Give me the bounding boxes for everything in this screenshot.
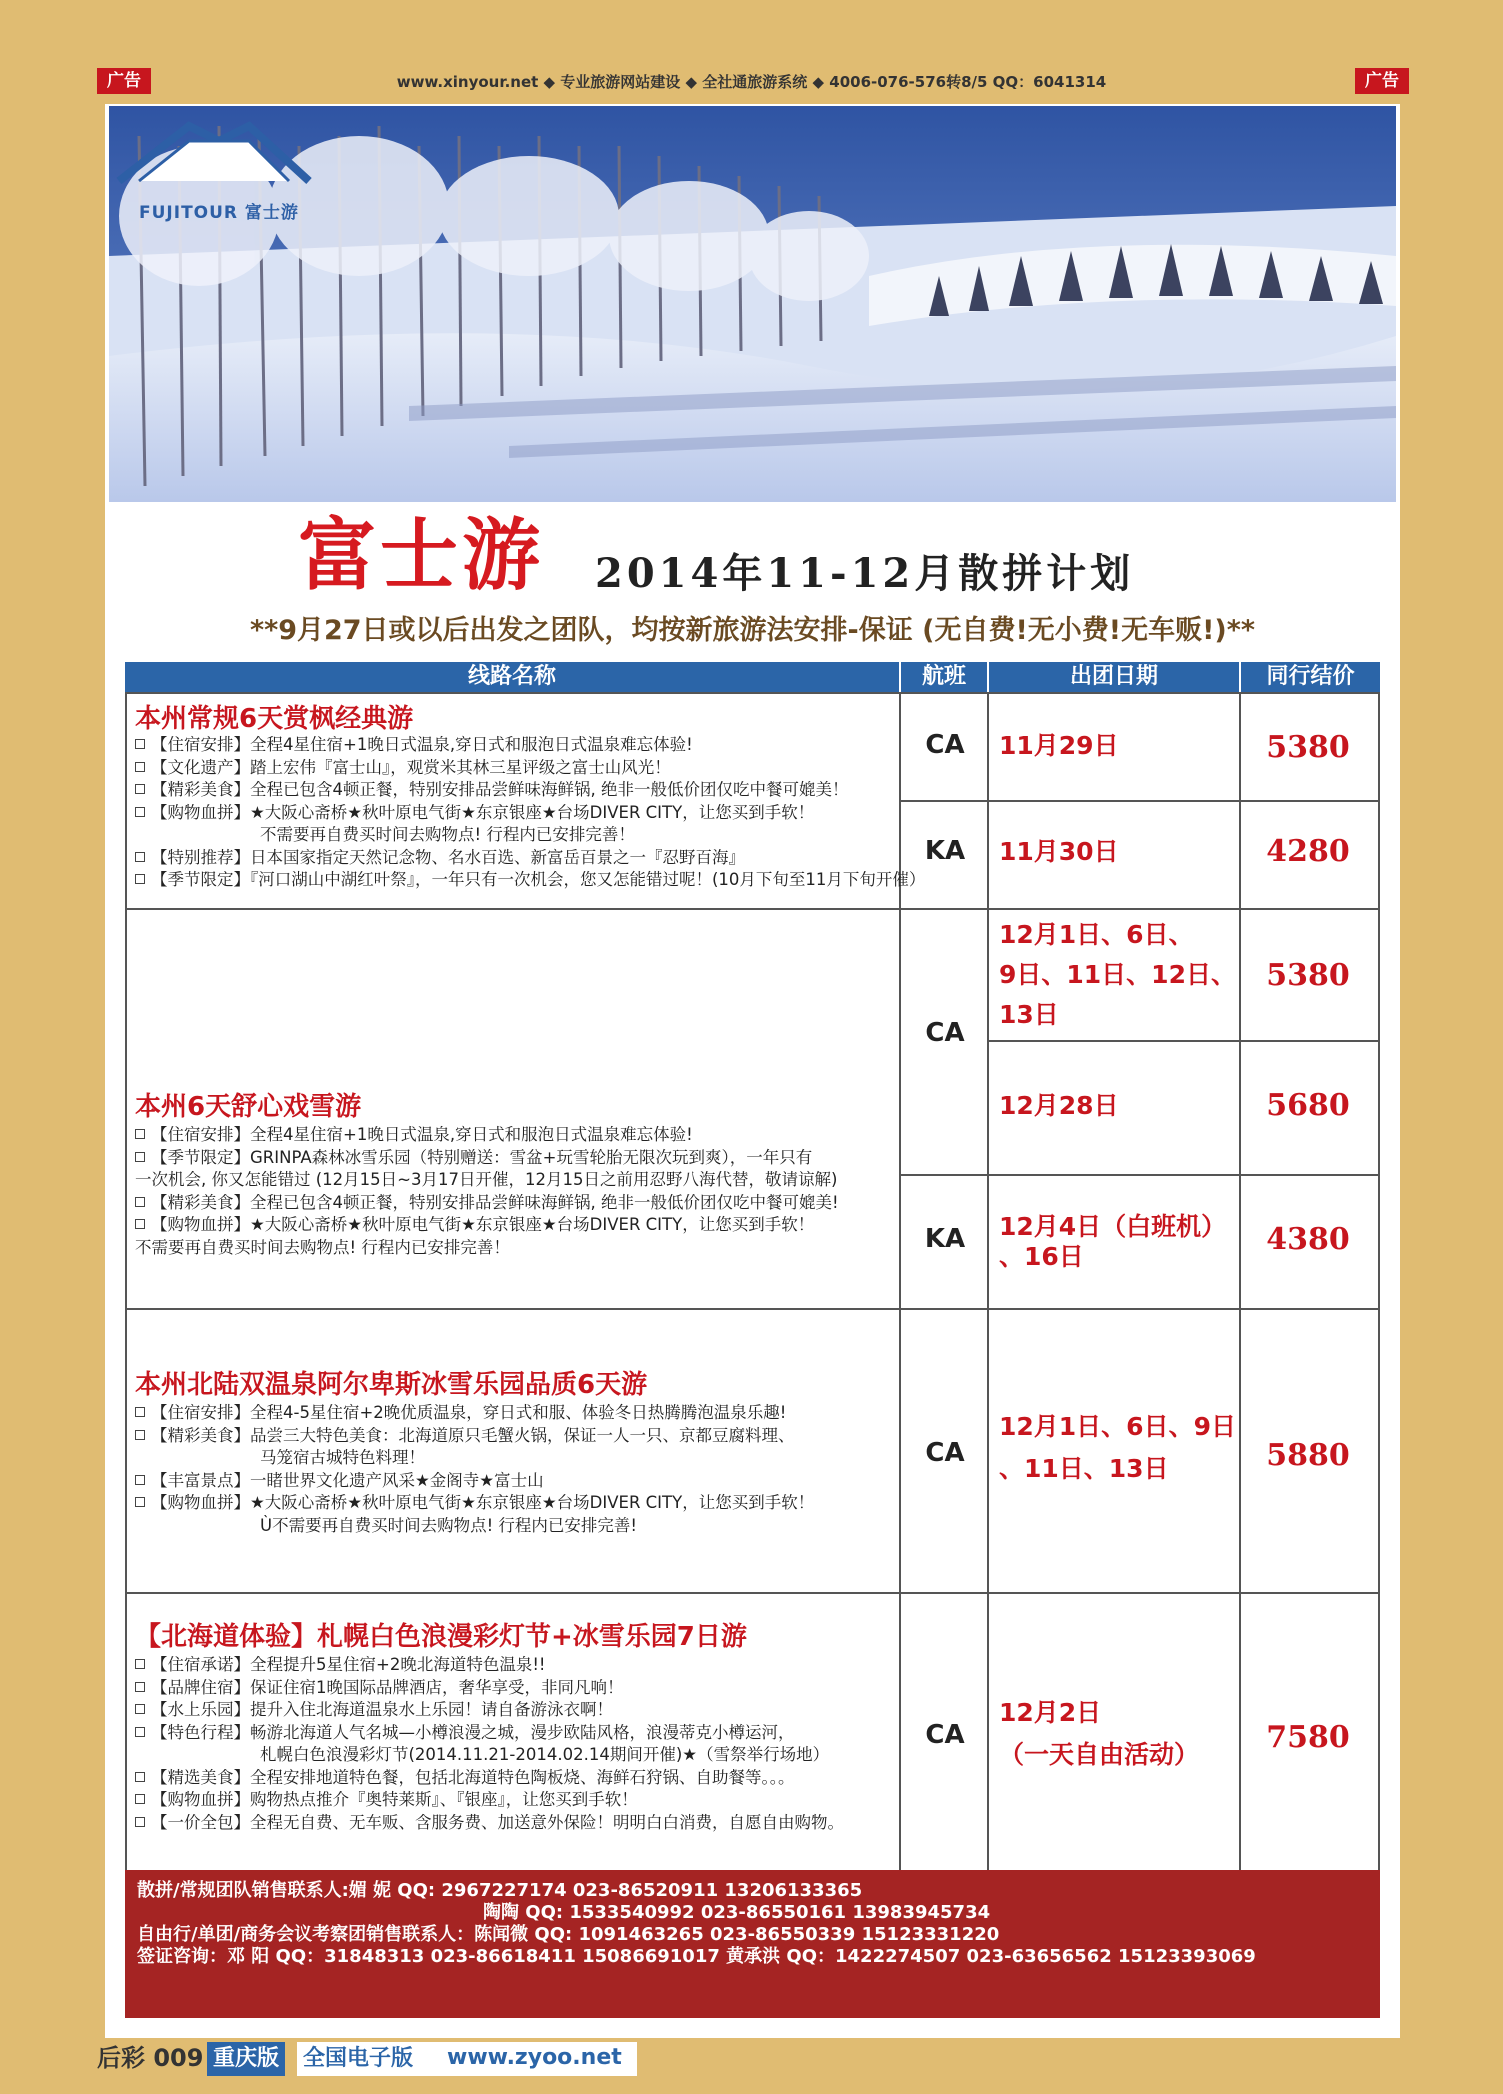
checkbox-icon [135, 1152, 145, 1162]
header-flight: 航班 [921, 664, 966, 689]
route-4-description [135, 1654, 844, 1834]
checkbox-icon [135, 1497, 145, 1507]
checkbox-icon [135, 784, 145, 794]
route-1-line: 【精彩美食】全程已包含4顿正餐，特别安排品尝鲜味海鲜锅, 绝非一般低价团仅吃中餐可媲美！ [135, 779, 925, 802]
route-1-date-1: 11月29日 [999, 731, 1119, 760]
brand-title: 富士游 [298, 510, 545, 601]
page-number: 后彩 009 [97, 2044, 204, 2072]
route-1-price-1: 5380 [1266, 730, 1350, 765]
route-4-line: 札幌白色浪漫彩灯节(2014.11.21-2014.02.14期间开催)★（雪祭举行场地） [260, 1745, 830, 1764]
route-2-date-3: 12月4日（白班机） 、16日 [999, 1212, 1227, 1271]
site-link[interactable]: www.zyoo.net [447, 2045, 622, 2070]
route-1-flight-1: CA [925, 730, 965, 760]
checkbox-icon [135, 1475, 145, 1485]
checkbox-icon [135, 762, 145, 772]
route-1-title: 本州常规6天赏枫经典游 [135, 704, 414, 734]
contact-line-4: 签证咨询：邓 阳 QQ：31848313 023-86618411 15086691017 黄承洪 QQ：1422274507 023-63656562 15123393069 [137, 1946, 1256, 1967]
edition-label: 重庆版 [207, 2042, 285, 2076]
route-4-flight-1: CA [925, 1720, 965, 1750]
checkbox-icon [135, 807, 145, 817]
table-body [125, 692, 1380, 1899]
route-1-line: 【季节限定】『河口湖山中湖红叶祭』，一年只有一次机会，您又怎能错过呢！(10月下旬至11月下旬开催） [135, 869, 925, 892]
route-2-date-1: 12月1日、6日、 9日、11日、12日、 13日 [999, 920, 1236, 1029]
checkbox-icon [135, 1430, 145, 1440]
national-edition-label: 全国电子版 [297, 2042, 637, 2076]
route-3-flight-1: CA [925, 1438, 965, 1468]
route-2-price-1: 5380 [1266, 958, 1350, 993]
route-4-line: 【住宿承诺】全程提升5星住宿+2晚北海道特色温泉!! [135, 1654, 844, 1677]
route-2-line: 【季节限定】GRINPA森林冰雪乐园（特别赠送：雪盆+玩雪轮胎无限次玩到爽），一年只有 [135, 1147, 839, 1170]
route-4-price-1: 7580 [1266, 1720, 1350, 1755]
header-price: 同行结价 [1266, 664, 1355, 689]
route-2-line: 【购物血拼】★大阪心斋桥★秋叶原电气街★东京银座★台场DIVER CITY，让您买到手软！ [135, 1214, 839, 1237]
checkbox-icon [135, 1794, 145, 1804]
route-2-line: 【精彩美食】全程已包含4顿正餐，特别安排品尝鲜味海鲜锅, 绝非一般低价团仅吃中餐可媲美! [135, 1192, 839, 1215]
checkbox-icon [135, 1704, 145, 1714]
route-2-line: 【住宿安排】全程4星住宿+1晚日式温泉,穿日式和服泡日式温泉难忘体验! [135, 1124, 839, 1147]
checkbox-icon [135, 1407, 145, 1417]
route-1-price-2: 4280 [1266, 834, 1350, 869]
route-1-line: 不需要再自费买时间去购物点! 行程内已安排完善！ [260, 825, 635, 844]
contact-panel [125, 1870, 1380, 2018]
route-2-date-2: 12月28日 [999, 1091, 1119, 1120]
policy-notice: **9月27日或以后出发之团队，均按新旅游法安排-保证 (无自费!无小费!无车贩!)** [249, 615, 1256, 646]
route-1-date-2: 11月30日 [999, 837, 1119, 866]
top-bar [0, 68, 1503, 98]
checkbox-icon [135, 1682, 145, 1692]
header-date: 出团日期 [1069, 664, 1158, 689]
logo-text: FUJITOUR 富士游 [139, 203, 299, 223]
checkbox-icon [135, 1219, 145, 1229]
route-3-line: 【精彩美食】品尝三大特色美食：北海道原只毛蟹火锅，保证一人一只、京都豆腐料理、 [135, 1425, 814, 1448]
checkbox-icon [135, 1659, 145, 1669]
route-1-line: 【特别推荐】日本国家指定天然记念物、名水百选、新富岳百景之一『忍野百海』 [135, 847, 925, 870]
route-4-line: 【品牌住宿】保证住宿1晚国际品牌酒店，奢华享受，非同凡响！ [135, 1677, 844, 1700]
route-4-line: 【一价全包】全程无自费、无车贩、含服务费、加送意外保险！明明白白消费，自愿自由购物。 [135, 1812, 844, 1835]
route-4-line: 【购物血拼】购物热点推介『奥特莱斯』、『银座』，让您买到手软！ [135, 1789, 844, 1812]
route-3-line: 【购物血拼】★大阪心斋桥★秋叶原电气街★东京银座★台场DIVER CITY，让您买到手软！ [135, 1492, 814, 1515]
route-4-line: 【精选美食】全程安排地道特色餐，包括北海道特色陶板烧、海鲜石狩锅、自助餐等。。。 [135, 1767, 844, 1790]
checkbox-icon [135, 1727, 145, 1737]
header-route: 线路名称 [467, 664, 556, 689]
route-2-line: 不需要再自费买时间去购物点! 行程内已安排完善！ [135, 1237, 510, 1257]
plan-subtitle: 2014年11-12月散拼计划 [595, 550, 1135, 597]
checkbox-icon [135, 874, 145, 884]
route-2-line: 一次机会, 你又怎能错过 (12月15日~3月17日开催，12月15日之前用忍野八海代替，敬请谅解) [135, 1170, 838, 1189]
contact-line-3: 自由行/单团/商务会议考察团销售联系人：陈闻微 QQ: 1091463265 023-86550339 15123331220 [137, 1924, 1000, 1945]
route-2-flight-1: CA [925, 1018, 965, 1048]
route-1-flight-2: KA [924, 836, 966, 866]
checkbox-icon [135, 1197, 145, 1207]
route-1-line: 【购物血拼】★大阪心斋桥★秋叶原电气街★东京银座★台场DIVER CITY，让您买到手软！ [135, 802, 925, 825]
route-2-price-2: 5680 [1266, 1088, 1350, 1123]
contact-line-2: 陶陶 QQ: 1533540992 023-86550161 13983945734 [483, 1902, 991, 1923]
ad-tag-right: 广告 [1355, 68, 1409, 94]
route-1-description [135, 734, 925, 892]
route-1-line: 【住宿安排】全程4星住宿+1晚日式温泉,穿日式和服泡日式温泉难忘体验! [135, 734, 925, 757]
checkbox-icon [135, 1772, 145, 1782]
route-3-description [135, 1402, 814, 1537]
route-3-date-1: 12月1日、6日、9日 、11日、13日 [999, 1412, 1236, 1483]
route-3-line: 【丰富景点】一睹世界文化遗产风采★金阁寺★富士山 [135, 1470, 814, 1493]
checkbox-icon [135, 852, 145, 862]
title-row [105, 512, 1400, 602]
checkbox-icon [135, 739, 145, 749]
checkbox-icon [135, 1817, 145, 1827]
route-4-line: 【水上乐园】提升入住北海道温泉水上乐园！请自备游泳衣啊！ [135, 1699, 844, 1722]
route-4-title: 【北海道体验】札幌白色浪漫彩灯节+冰雪乐园7日游 [135, 1622, 747, 1652]
checkbox-icon [135, 1129, 145, 1139]
route-1-line: 【文化遗产】踏上宏伟『富士山』，观赏米其林三星评级之富士山风光！ [135, 757, 925, 780]
route-3-price-1: 5880 [1266, 1438, 1350, 1473]
route-2-flight-3: KA [924, 1224, 966, 1254]
hero-image [109, 106, 1396, 502]
route-3-title: 本州北陆双温泉阿尔卑斯冰雪乐园品质6天游 [135, 1370, 648, 1400]
route-3-line: 【住宿安排】全程4-5星住宿+2晚优质温泉，穿日式和服、体验冬日热腾腾泡温泉乐趣! [135, 1402, 814, 1425]
route-2-description [135, 1124, 839, 1259]
top-info: www.xinyour.net ◆ 专业旅游网站建设 ◆ 全社通旅游系统 ◆ 4006-076-576转8/5 QQ：6041314 [396, 73, 1107, 91]
ad-tag-left: 广告 [97, 68, 151, 94]
contact-line-1: 散拼/常规团队销售联系人:媚 妮 QQ: 2967227174 023-86520911 13206133365 [137, 1880, 863, 1901]
route-4-line: 【特色行程】畅游北海道人气名城—小樽浪漫之城，漫步欧陆风格，浪漫蒂克小樽运河， [135, 1722, 844, 1745]
route-3-line: 马笼宿古城特色料理！ [260, 1448, 425, 1467]
route-3-line: Ù不需要再自费买时间去购物点! 行程内已安排完善! [260, 1515, 638, 1535]
route-2-price-3: 4380 [1266, 1222, 1350, 1257]
table-header [125, 662, 1380, 692]
page-sheet [105, 104, 1400, 2038]
route-4-date-1: 12月2日 （一天自由活动） [999, 1698, 1200, 1769]
route-2-title: 本州6天舒心戏雪游 [135, 1092, 362, 1122]
